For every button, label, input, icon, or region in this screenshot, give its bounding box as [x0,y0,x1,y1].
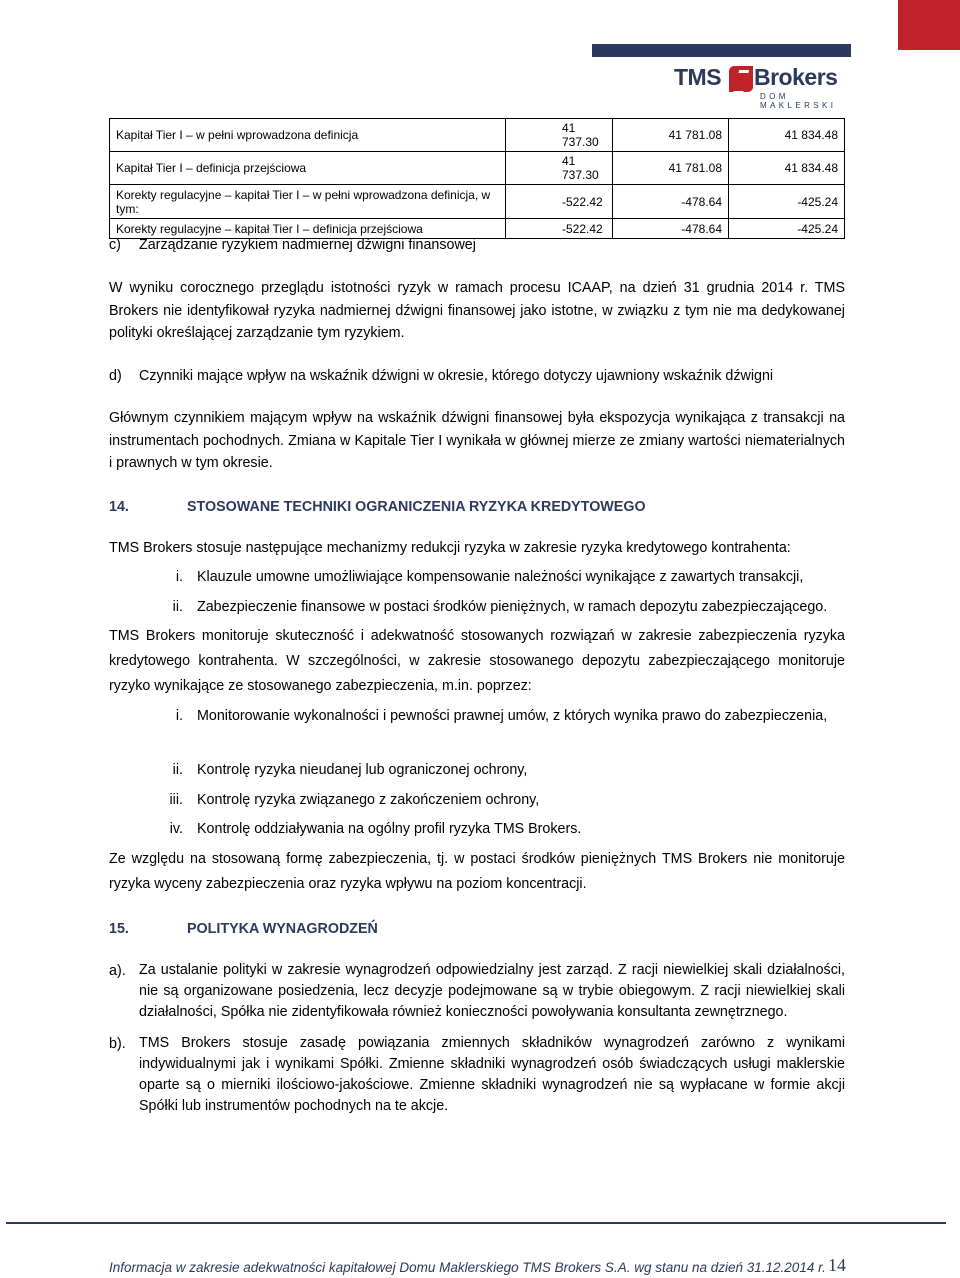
page-number: 14 [828,1255,846,1275]
table-cell-value: 41 737.30 [506,152,613,185]
table-cell-value: -478.64 [613,219,729,239]
table-cell-value: -522.42 [506,219,613,239]
list-item-number: ii. [172,762,183,778]
footer-divider [6,1222,946,1224]
list-item-number: i. [175,708,183,724]
section-14-paragraph-2: TMS Brokers monitoruje skuteczność i adekwatność stosowanych rozwiązań w zakresie zabezpieczenia ryzyka kredytowego kontrahenta. W szczególności, w zakresie stosowanego depozytu zabezpieczającego monitoruje ryzyko wynikające ze stosowanego zabezpieczenia, m.in. poprzez: [109,628,845,694]
list-item: Monitorowanie wykonalności i pewności prawnej umów, z których wynika prawo do zabezpieczenia, [197,708,828,724]
section-15-title: POLITYKA WYNAGRODZEŃ [187,921,378,937]
logo-subtitle: DOM MAKLERSKI [760,92,837,110]
table-cell-value: 41 781.08 [613,152,729,185]
table-cell-value: -522.42 [506,185,613,219]
list-item: Kontrolę ryzyka nieudanej lub ograniczonej ochrony, [197,762,528,778]
table-cell-value: -425.24 [729,219,845,239]
table-cell-value: 41 737.30 [506,119,613,152]
section-15-item-text: Za ustalanie polityki w zakresie wynagrodzeń odpowiedzialny jest zarząd. Z racji niewielkiej skali działalności, nie są organizowane posiedzenia, lecz decyzje podejmowane są w trybie obiegowym. Z racji niewielkiej skali działalności, Spółka nie zidentyfikowała również konieczności powoływania konsultanta zewnętrznego. [139,962,845,1020]
table-cell-value: -425.24 [729,185,845,219]
header-bar [592,44,851,57]
list-item-number: iii. [169,792,183,808]
table-cell-value: -478.64 [613,185,729,219]
table-cell-label: Kapitał Tier I – w pełni wprowadzona definicja [110,119,506,152]
section-15-item-marker: a). [109,963,126,979]
list-item: Zabezpieczenie finansowe w postaci środków pieniężnych, w ramach depozytu zabezpieczającego. [197,599,828,615]
section-14-title: STOSOWANE TECHNIKI OGRANICZENIA RYZYKA KREDYTOWEGO [187,499,646,515]
tms-brokers-logo [674,64,854,110]
table-row [110,185,845,219]
logo-mark-icon [729,66,753,92]
list-item-number: i. [175,569,183,585]
logo-tms-text: TMS [674,64,722,90]
list-item-number: iv. [169,821,183,837]
capital-table [109,118,845,239]
logo-brokers-text: Brokers [754,64,838,90]
list-item-number: ii. [172,599,183,615]
section-14-number: 14. [109,499,129,515]
section-c-title: Zarządzanie ryzykiem nadmiernej dźwigni finansowej [139,237,476,253]
table-cell-value: 41 781.08 [613,119,729,152]
table-row [110,119,845,152]
section-c-body: W wyniku corocznego przeglądu istotności ryzyk w ramach procesu ICAAP, na dzień 31 grudnia 2014 r. TMS Brokers nie identyfikował ryzyka nadmiernej dźwigni finansowej jako istotne, w związku z tym nie ma dedykowanej polityki określającej zarządzanie tym ryzykiem. [109,280,845,341]
section-c-marker: c) [109,237,121,253]
table-cell-label: Kapitał Tier I – definicja przejściowa [110,152,506,185]
section-d-body: Głównym czynnikiem mającym wpływ na wskaźnik dźwigni finansowej była ekspozycja wynikająca z transakcji na instrumentach pochodnych. Zmiana w Kapitale Tier I wynikała w głównej mierze ze zmiany wartości niematerialnych i prawnych w tym okresie. [109,410,845,471]
list-item: Kontrolę oddziaływania na ogólny profil ryzyka TMS Brokers. [197,821,582,837]
list-item: Klauzule umowne umożliwiające kompensowanie należności wynikające z zawartych transakcji, [197,569,804,585]
table-cell-label: Korekty regulacyjne – kapitał Tier I – definicja przejściowa [110,219,506,239]
list-item: Kontrolę ryzyka związanego z zakończeniem ochrony, [197,792,540,808]
section-15-number: 15. [109,921,129,937]
section-15-item-marker: b). [109,1036,126,1052]
table-cell-label: Korekty regulacyjne – kapitał Tier I – w pełni wprowadzona definicja, w tym: [110,185,506,219]
section-14-intro: TMS Brokers stosuje następujące mechanizmy redukcji ryzyka w zakresie ryzyka kredytowego kontrahenta: [109,540,791,556]
footer-caption: Informacja w zakresie adekwatności kapitałowej Domu Maklerskiego TMS Brokers S.A. wg stanu na dzień 31.12.2014 r. [109,1260,826,1275]
section-14-paragraph-3: Ze względu na stosowaną formę zabezpieczenia, tj. w postaci środków pieniężnych TMS Brokers nie monitoruje ryzyka wyceny zabezpieczenia oraz ryzyka wpływu na poziom koncentracji. [109,851,845,892]
section-d-title: Czynniki mające wpływ na wskaźnik dźwigni w okresie, którego dotyczy ujawniony wskaźnik dźwigni [139,368,774,384]
header-accent-block [898,0,960,50]
table-row [110,152,845,185]
section-15-item-text: TMS Brokers stosuje zasadę powiązania zmiennych składników wynagrodzeń zarówno z wynikami indywidualnymi jak i wynikami Spółki. Zmienne składniki wynagrodzeń osób świadczących usługi maklerskie oparte są o mierniki ilościowo-jakościowe. Zmienne składniki wynagrodzeń nie są wypłacane w formie akcji Spółki lub instrumentów pochodnych na te akcje. [139,1035,845,1114]
table-cell-value: 41 834.48 [729,152,845,185]
section-d-marker: d) [109,368,122,384]
table-cell-value: 41 834.48 [729,119,845,152]
